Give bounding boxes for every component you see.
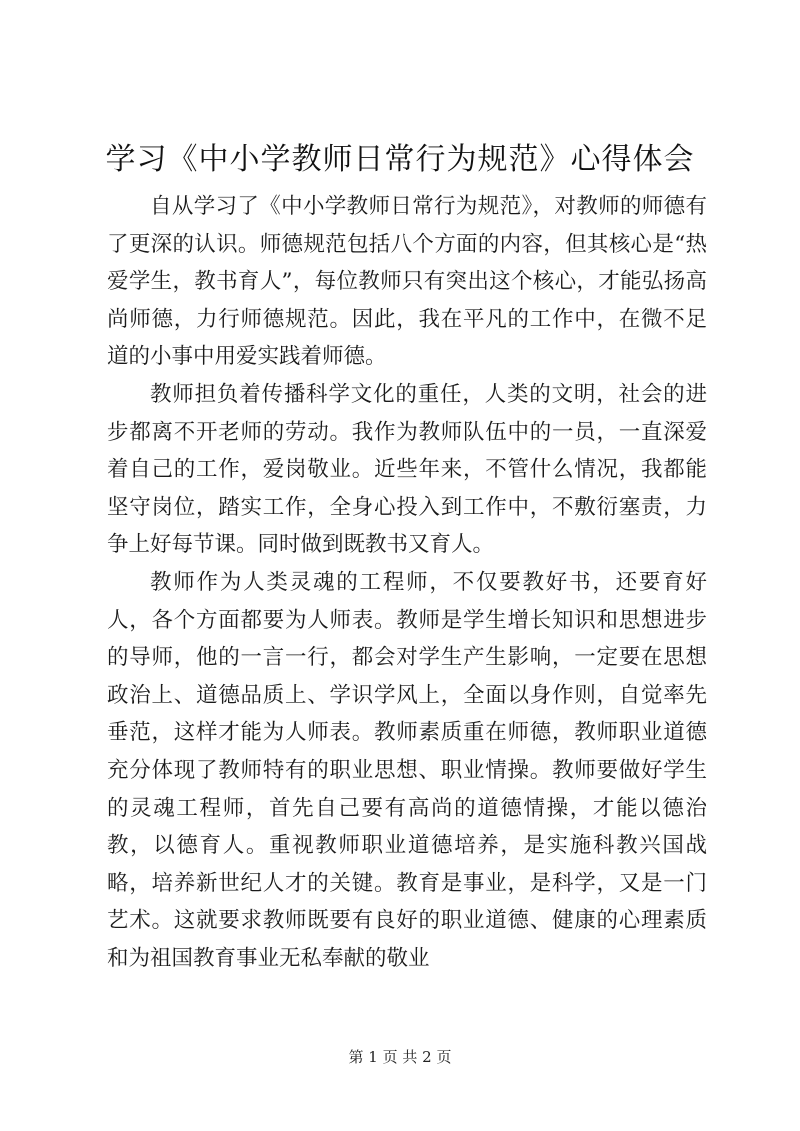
document-title: 学习《中小学教师日常行为规范》心得体会 <box>105 142 695 177</box>
page-footer: 第 1 页 共 2 页 <box>348 1048 452 1066</box>
paragraph-1: 自从学习了《中小学教师日常行为规范》，对教师的师德有了更深的认识。师德规范包括八个方面的内容，但其核心是“热爱学生，教书育人”，每位教师只有突出这个核心，才能弘扬高尚师德，力行师德规范。因此，我在平凡的工作中，在微不足道的小事中用爱实践着师德。 <box>107 194 707 370</box>
paragraph-3: 教师作为人类灵魂的工程师，不仅要教好书，还要育好人，各个方面都要为人师表。教师是学生增长知识和思想进步的导师，他的一言一行，都会对学生产生影响，一定要在思想政治上、道德品质上、学识学风上，全面以身作则，自觉率先垂范，这样才能为人师表。教师素质重在师德，教师职业道德充分体现了教师特有的职业思想、职业情操。教师要做好学生的灵魂工程师，首先自己要有高尚的道德情操，才能以德治教，以德育人。重视教师职业道德培养，是实施科教兴国战略，培养新世纪人才的关键。教育是事业，是科学，又是一门艺术。这就要求教师既要有良好的职业道德、健康的心理素质和为祖国教育事业无私奉献的敬业 <box>107 569 707 971</box>
paragraph-2: 教师担负着传播科学文化的重任，人类的文明，社会的进步都离不开老师的劳动。我作为教师队伍中的一员，一直深爱着自己的工作，爱岗敬业。近些年来，不管什么情况，我都能坚守岗位，踏实工作，全身心投入到工作中，不敷衍塞责，力争上好每节课。同时做到既教书又育人。 <box>107 381 707 558</box>
document-body <box>107 188 707 977</box>
